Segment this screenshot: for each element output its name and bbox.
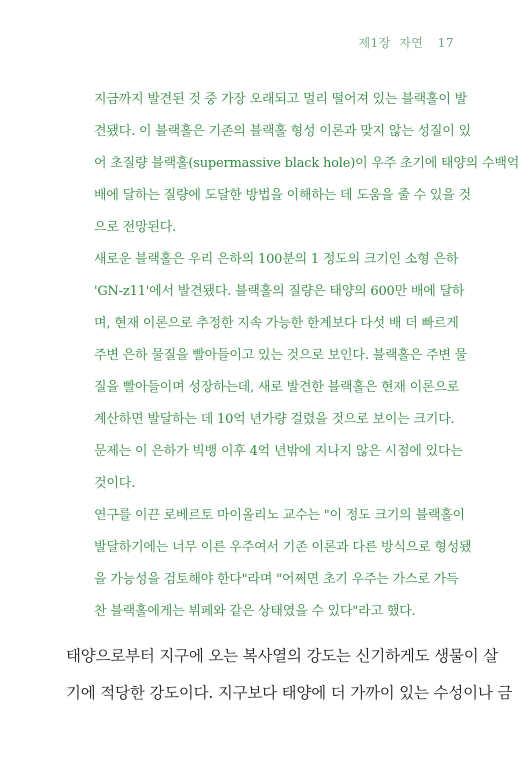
chapter-label: 제1장 xyxy=(358,36,391,50)
sidebar-line: 발달하기에는 너무 이른 우주여서 기존 이론과 다른 방식으로 형성됐 xyxy=(94,540,472,555)
sidebar-line: 문제는 이 은하가 빅뱅 이후 4억 년밖에 지나지 않은 시점에 있다는 xyxy=(94,444,463,459)
sidebar-line: 을 가능성을 검토해야 한다"라며 "어쩌면 초기 우주는 가스로 가득 xyxy=(94,572,459,587)
page-number: 17 xyxy=(437,36,454,50)
sidebar-line: 찬 블랙홀에게는 뷔페와 같은 상태였을 수 있다"라고 했다. xyxy=(94,604,416,619)
sidebar-line: 배에 달하는 질량에 도달한 방법을 이해하는 데 도움을 줄 수 있을 것 xyxy=(94,188,471,203)
sidebar-line: 어 초질량 블랙홀(supermassive black hole)이 우주 초기에 태양의 수백억 xyxy=(94,156,519,171)
sidebar-line: 질을 빨아들이며 성장하는데, 새로 발견한 블랙홀은 현재 이론으로 xyxy=(94,380,460,395)
sidebar-line: 'GN-z11'에서 발견됐다. 블랙홀의 질량은 태양의 600만 배에 달하 xyxy=(94,284,465,299)
section-label: 자연 xyxy=(399,36,424,50)
sidebar-line: 새로운 블랙홀은 우리 은하의 100분의 1 정도의 크기인 소형 은하 xyxy=(94,252,459,267)
sidebar-line: 지금까지 발견된 것 중 가장 오래되고 멀리 떨어져 있는 블랙홀이 발 xyxy=(94,92,467,107)
body-line: 태양으로부터 지구에 오는 복사열의 강도는 신기하게도 생물이 살 xyxy=(66,647,498,665)
sidebar-line: 며, 현재 이론으로 추정한 지속 가능한 한계보다 다섯 배 더 빠르게 xyxy=(94,316,459,331)
body-line: 기에 적당한 강도이다. 지구보다 태양에 더 가까이 있는 수성이나 금 xyxy=(66,684,513,702)
main-body-text xyxy=(66,638,513,712)
running-header xyxy=(359,34,454,51)
sidebar-line: 주변 은하 물질을 빨아들이고 있는 것으로 보인다. 블랙홀은 주변 물 xyxy=(94,348,467,363)
sidebar-line: 으로 전망된다. xyxy=(94,220,177,235)
sidebar-line: 계산하면 발달하는 데 10억 년가량 걸렸을 것으로 보이는 크기다. xyxy=(94,412,455,427)
sidebar-article xyxy=(94,84,519,628)
sidebar-line: 견됐다. 이 블랙홀은 기존의 블랙홀 형성 이론과 맞지 않는 성질이 있 xyxy=(94,124,471,139)
sidebar-line: 연구를 이끈 로베르토 마이올리노 교수는 "이 정도 크기의 블랙홀이 xyxy=(94,508,465,523)
sidebar-line: 것이다. xyxy=(94,476,136,491)
